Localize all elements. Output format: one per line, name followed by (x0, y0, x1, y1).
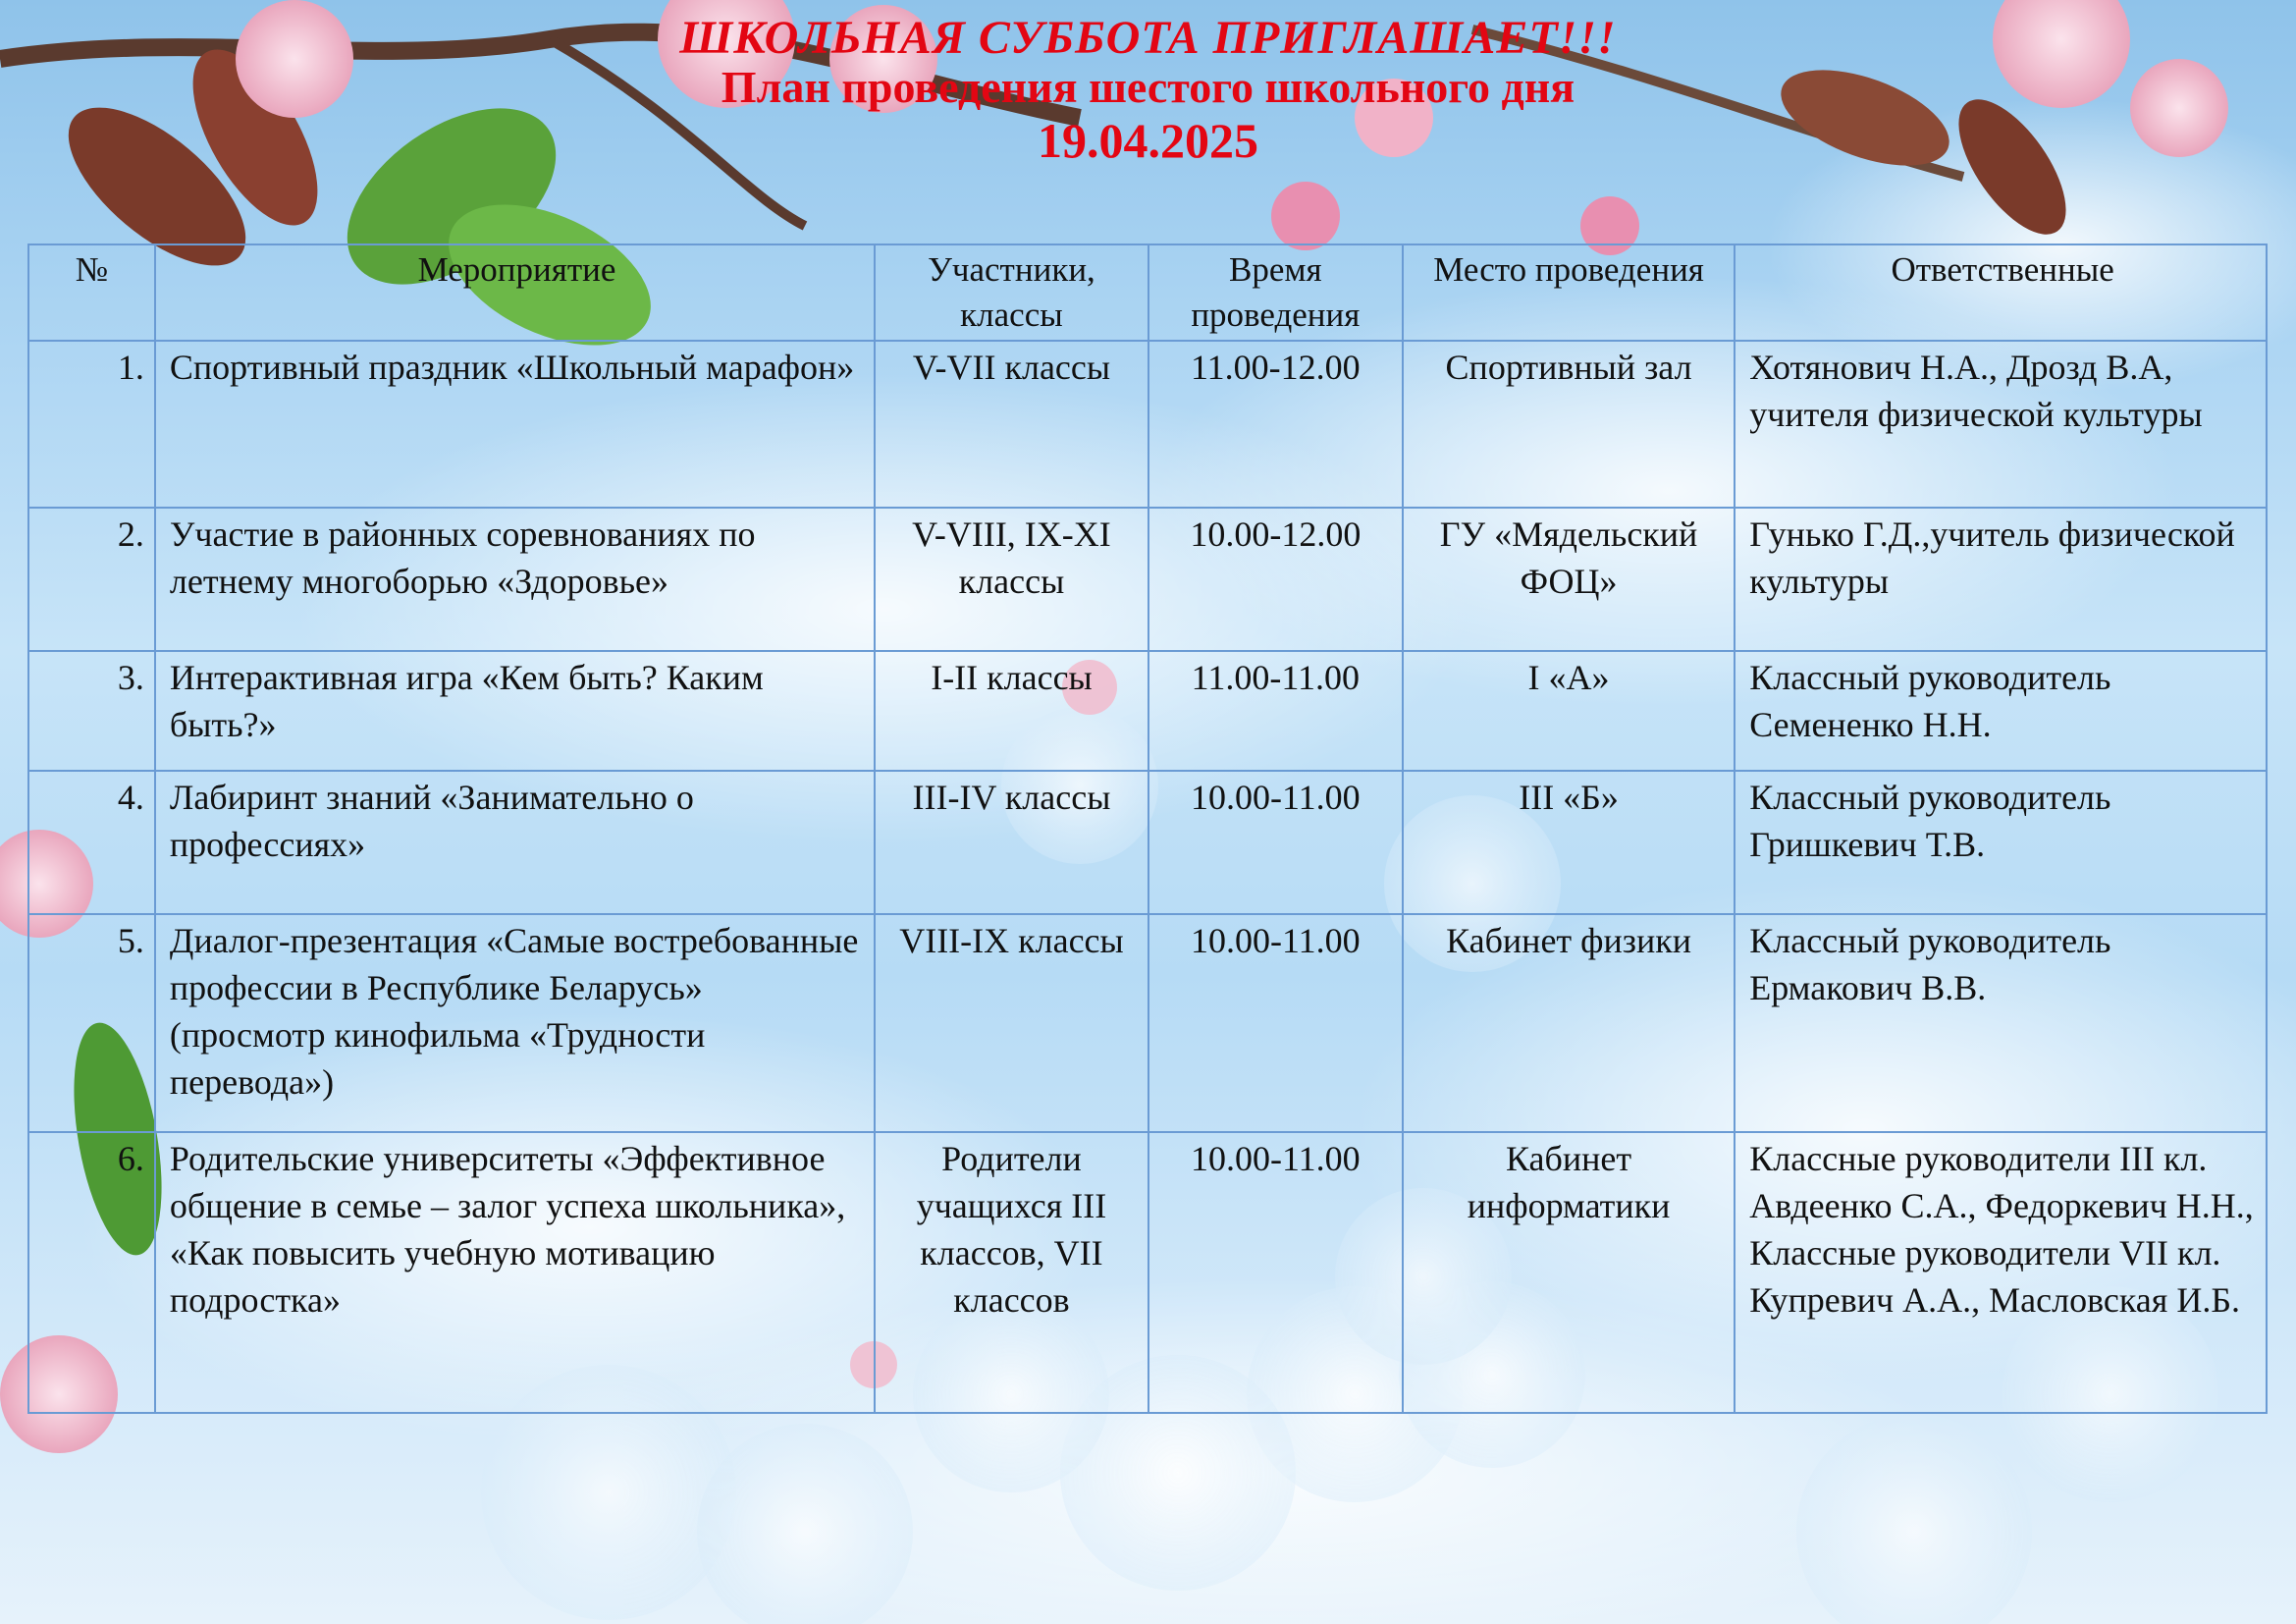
cell-time: 10.00-11.00 (1148, 771, 1403, 914)
cell-event: Родительские университеты «Эффективное общение в семье – залог успеха школьника», «Как повысить учебную мотивацию подростка» (155, 1132, 875, 1413)
cell-num: 5. (28, 914, 155, 1132)
cell-event: Интерактивная игра «Кем быть? Каким быть?» (155, 651, 875, 771)
cell-num: 1. (28, 341, 155, 508)
cell-participants: V-VIII, IX-XI классы (875, 508, 1148, 651)
cell-responsible: Классные руководители III кл. Авдеенко С.А., Федоркевич Н.Н., Классные руководители VII кл. Купревич А.А., Масловская И.Б. (1735, 1132, 2267, 1413)
table-row (28, 341, 2267, 508)
schedule-table (27, 244, 2268, 1414)
table-header-row (28, 244, 2267, 341)
cell-responsible: Хотянович Н.А., Дрозд В.А, учителя физической культуры (1735, 341, 2267, 508)
cell-responsible: Гунько Г.Д.,учитель физической культуры (1735, 508, 2267, 651)
cell-place: I «А» (1403, 651, 1735, 771)
table-row (28, 1132, 2267, 1413)
cell-place: Кабинет информатики (1403, 1132, 1735, 1413)
cell-time: 11.00-12.00 (1148, 341, 1403, 508)
cell-participants: III-IV классы (875, 771, 1148, 914)
column-header-place: Место проведения (1403, 244, 1735, 341)
cell-responsible: Классный руководитель Семененко Н.Н. (1735, 651, 2267, 771)
header-invitation: ШКОЛЬНАЯ СУББОТА ПРИГЛАШАЕТ!!! (679, 12, 1617, 64)
cell-responsible: Классный руководитель Ермакович В.В. (1735, 914, 2267, 1132)
table-row (28, 914, 2267, 1132)
cell-time: 11.00-11.00 (1148, 651, 1403, 771)
cell-num: 3. (28, 651, 155, 771)
column-header-time: Время проведения (1148, 244, 1403, 341)
cell-place: III «Б» (1403, 771, 1735, 914)
page-header (0, 14, 2296, 169)
column-header-num: № (28, 244, 155, 341)
cell-participants: I-II классы (875, 651, 1148, 771)
cell-responsible: Классный руководитель Гришкевич Т.В. (1735, 771, 2267, 914)
header-plan-title: План проведения шестого школьного дня (721, 62, 1575, 112)
table-row (28, 651, 2267, 771)
cell-participants: Родители учащихся III классов, VII классов (875, 1132, 1148, 1413)
cell-participants: VIII-IX классы (875, 914, 1148, 1132)
cell-place: Спортивный зал (1403, 341, 1735, 508)
cell-participants: V-VII классы (875, 341, 1148, 508)
cell-place: Кабинет физики (1403, 914, 1735, 1132)
table-row (28, 508, 2267, 651)
cell-event: Диалог-презентация «Самые востребованные профессии в Республике Беларусь» (просмотр кинофильма «Трудности перевода») (155, 914, 875, 1132)
cell-event: Спортивный праздник «Школьный марафон» (155, 341, 875, 508)
cell-time: 10.00-11.00 (1148, 1132, 1403, 1413)
cell-time: 10.00-12.00 (1148, 508, 1403, 651)
header-date: 19.04.2025 (1038, 113, 1258, 168)
cell-num: 2. (28, 508, 155, 651)
cell-place: ГУ «Мядельский ФОЦ» (1403, 508, 1735, 651)
cell-time: 10.00-11.00 (1148, 914, 1403, 1132)
column-header-event: Мероприятие (155, 244, 875, 341)
column-header-participants: Участники, классы (875, 244, 1148, 341)
cell-num: 4. (28, 771, 155, 914)
column-header-responsible: Ответственные (1735, 244, 2267, 341)
cell-num: 6. (28, 1132, 155, 1413)
cell-event: Участие в районных соревнованиях по летнему многоборью «Здоровье» (155, 508, 875, 651)
table-row (28, 771, 2267, 914)
cell-event: Лабиринт знаний «Занимательно о профессиях» (155, 771, 875, 914)
